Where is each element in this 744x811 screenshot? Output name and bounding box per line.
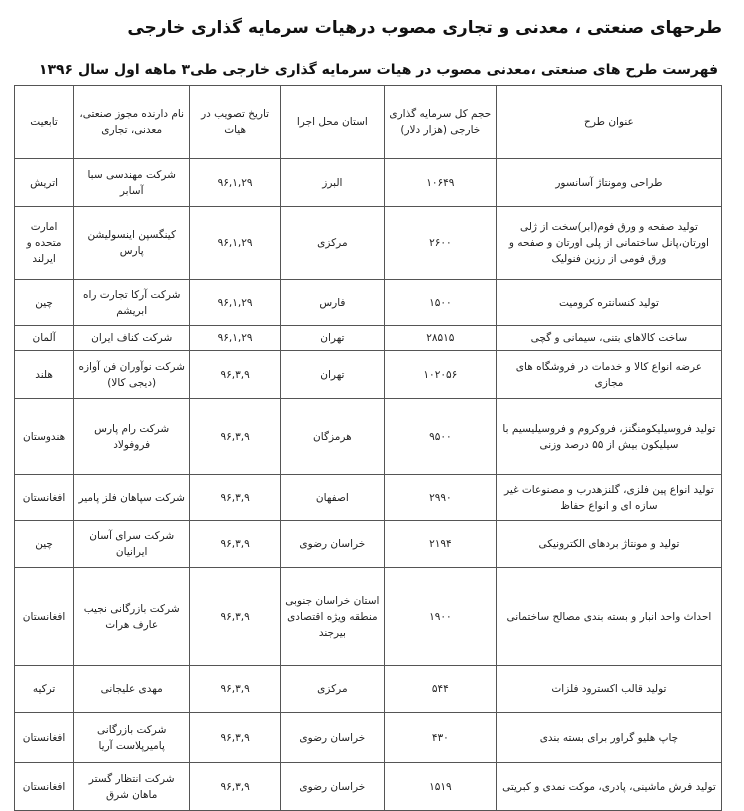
investment-amount-cell: ۲۹۹۰ <box>384 475 496 521</box>
approval-date-cell: ۹۶,۳,۹ <box>190 713 281 763</box>
investment-amount-cell: ۱۹۰۰ <box>384 568 496 666</box>
header-province: استان محل اجرا <box>280 86 384 159</box>
license-holder-cell: مهدی علیجانی <box>74 666 190 713</box>
investment-amount-cell: ۱۰۲۰۵۶ <box>384 351 496 399</box>
project-title-cell: تولید و مونتاژ بردهای الکترونیکی <box>496 521 721 568</box>
approval-date-cell: ۹۶,۳,۹ <box>190 666 281 713</box>
nationality-cell: آلمان <box>15 326 74 351</box>
approval-date-cell: ۹۶,۳,۹ <box>190 521 281 568</box>
investment-amount-cell: ۲۸۵۱۵ <box>384 326 496 351</box>
nationality-cell: چین <box>15 280 74 326</box>
license-holder-cell: شرکت مهندسی سبا آسابر <box>74 159 190 207</box>
province-cell: خراسان رضوی <box>280 713 384 763</box>
investment-amount-cell: ۱۰۶۴۹ <box>384 159 496 207</box>
investment-amount-cell: ۴۳۰ <box>384 713 496 763</box>
approval-date-cell: ۹۶,۳,۹ <box>190 763 281 811</box>
project-title-cell: تولید قالب اکسترود فلزات <box>496 666 721 713</box>
province-cell: خراسان رضوی <box>280 521 384 568</box>
license-holder-cell: کینگسپن اینسولیشن پارس <box>74 207 190 280</box>
province-cell: استان خراسان جنوبی منطقه ویژه اقتصادی بیرجند <box>280 568 384 666</box>
table-row <box>15 399 722 475</box>
project-title-cell: عرضه انواع کالا و خدمات در فروشگاه های مجازی <box>496 351 721 399</box>
document-title: طرحهای صنعتی ، معدنی و تجاری مصوب درهیات سرمایه گذاری خارجی <box>127 18 722 38</box>
license-holder-cell: شرکت انتظار گستر ماهان شرق <box>74 763 190 811</box>
header-investment-amount: حجم کل سرمایه گذاری خارجی (هزار دلار) <box>384 86 496 159</box>
table-row <box>15 326 722 351</box>
nationality-cell: اتریش <box>15 159 74 207</box>
approval-date-cell: ۹۶,۱,۲۹ <box>190 207 281 280</box>
approval-date-cell: ۹۶,۳,۹ <box>190 475 281 521</box>
table-row <box>15 713 722 763</box>
investment-amount-cell: ۱۵۱۹ <box>384 763 496 811</box>
approval-date-cell: ۹۶,۱,۲۹ <box>190 280 281 326</box>
province-cell: مرکزی <box>280 666 384 713</box>
license-holder-cell: شرکت آرکا تجارت راه ابریشم <box>74 280 190 326</box>
table-row <box>15 280 722 326</box>
investment-amount-cell: ۱۵۰۰ <box>384 280 496 326</box>
project-title-cell: احداث واحد انبار و بسته بندی مصالح ساختمانی <box>496 568 721 666</box>
nationality-cell: افغانستان <box>15 568 74 666</box>
project-title-cell: تولید فروسیلیکومنگنز، فروکروم و فروسیلیسیم با سیلیکون بیش از ۵۵ درصد وزنی <box>496 399 721 475</box>
nationality-cell: هندوستان <box>15 399 74 475</box>
license-holder-cell: شرکت بازرگانی نجیب عارف هرات <box>74 568 190 666</box>
province-cell: هرمزگان <box>280 399 384 475</box>
project-title-cell: ساخت کالاهای بتنی، سیمانی و گچی <box>496 326 721 351</box>
table-row <box>15 666 722 713</box>
table-row <box>15 568 722 666</box>
project-title-cell: چاپ هلیو گراور برای بسته بندی <box>496 713 721 763</box>
table-row <box>15 207 722 280</box>
table-row <box>15 159 722 207</box>
investment-amount-cell: ۲۶۰۰ <box>384 207 496 280</box>
approval-date-cell: ۹۶,۳,۹ <box>190 351 281 399</box>
project-title-cell: تولید صفحه و ورق فوم(ابر)سخت از ژلی اورتان،پانل ساختمانی از پلی اورتان و صفحه و ورق فومی از رزین فنولیک <box>496 207 721 280</box>
nationality-cell: افغانستان <box>15 475 74 521</box>
table-caption: فهرست طرح های صنعتی ،معدنی مصوب در هیات سرمایه گذاری خارجی طی۳ ماهه اول سال ۱۳۹۶ <box>38 62 718 78</box>
nationality-cell: امارت متحده و ایرلند <box>15 207 74 280</box>
project-title-cell: تولید فرش ماشینی، پادری، موکت نمدی و کبریتی <box>496 763 721 811</box>
table-row <box>15 475 722 521</box>
province-cell: اصفهان <box>280 475 384 521</box>
license-holder-cell: شرکت بازرگانی پامیرپلاست آریا <box>74 713 190 763</box>
project-title-cell: طراحی ومونتاژ آسانسور <box>496 159 721 207</box>
approval-date-cell: ۹۶,۳,۹ <box>190 568 281 666</box>
approval-date-cell: ۹۶,۱,۲۹ <box>190 326 281 351</box>
table-body <box>15 159 722 811</box>
province-cell: فارس <box>280 280 384 326</box>
header-approval-date: تاریخ تصویب در هیات <box>190 86 281 159</box>
license-holder-cell: شرکت کناف ایران <box>74 326 190 351</box>
investment-amount-cell: ۵۴۴ <box>384 666 496 713</box>
header-project-title: عنوان طرح <box>496 86 721 159</box>
license-holder-cell: شرکت نوآوران فن آوازه (دیجی کالا) <box>74 351 190 399</box>
province-cell: خراسان رضوی <box>280 763 384 811</box>
province-cell: تهران <box>280 351 384 399</box>
nationality-cell: چین <box>15 521 74 568</box>
project-title-cell: تولید انواع پین فلزی، گلنزهدرب و مصنوعات غیر سازه ای و انواع حفاظ <box>496 475 721 521</box>
investment-amount-cell: ۹۵۰۰ <box>384 399 496 475</box>
table-row <box>15 521 722 568</box>
province-cell: البرز <box>280 159 384 207</box>
approval-date-cell: ۹۶,۳,۹ <box>190 399 281 475</box>
approval-date-cell: ۹۶,۱,۲۹ <box>190 159 281 207</box>
table-row <box>15 763 722 811</box>
table-header-row <box>15 86 722 159</box>
header-license-holder: نام دارنده مجوز صنعتی، معدنی، تجاری <box>74 86 190 159</box>
province-cell: مرکزی <box>280 207 384 280</box>
province-cell: تهران <box>280 326 384 351</box>
license-holder-cell: شرکت رام پارس فروفولاد <box>74 399 190 475</box>
nationality-cell: ترکیه <box>15 666 74 713</box>
license-holder-cell: شرکت سرای آسان ایرانیان <box>74 521 190 568</box>
project-title-cell: تولید کنسانتره کرومیت <box>496 280 721 326</box>
table-row <box>15 351 722 399</box>
nationality-cell: افغانستان <box>15 713 74 763</box>
nationality-cell: افغانستان <box>15 763 74 811</box>
license-holder-cell: شرکت سپاهان فلز پامیر <box>74 475 190 521</box>
investment-amount-cell: ۲۱۹۴ <box>384 521 496 568</box>
nationality-cell: هلند <box>15 351 74 399</box>
projects-table <box>14 85 722 811</box>
header-nationality: تابعیت <box>15 86 74 159</box>
